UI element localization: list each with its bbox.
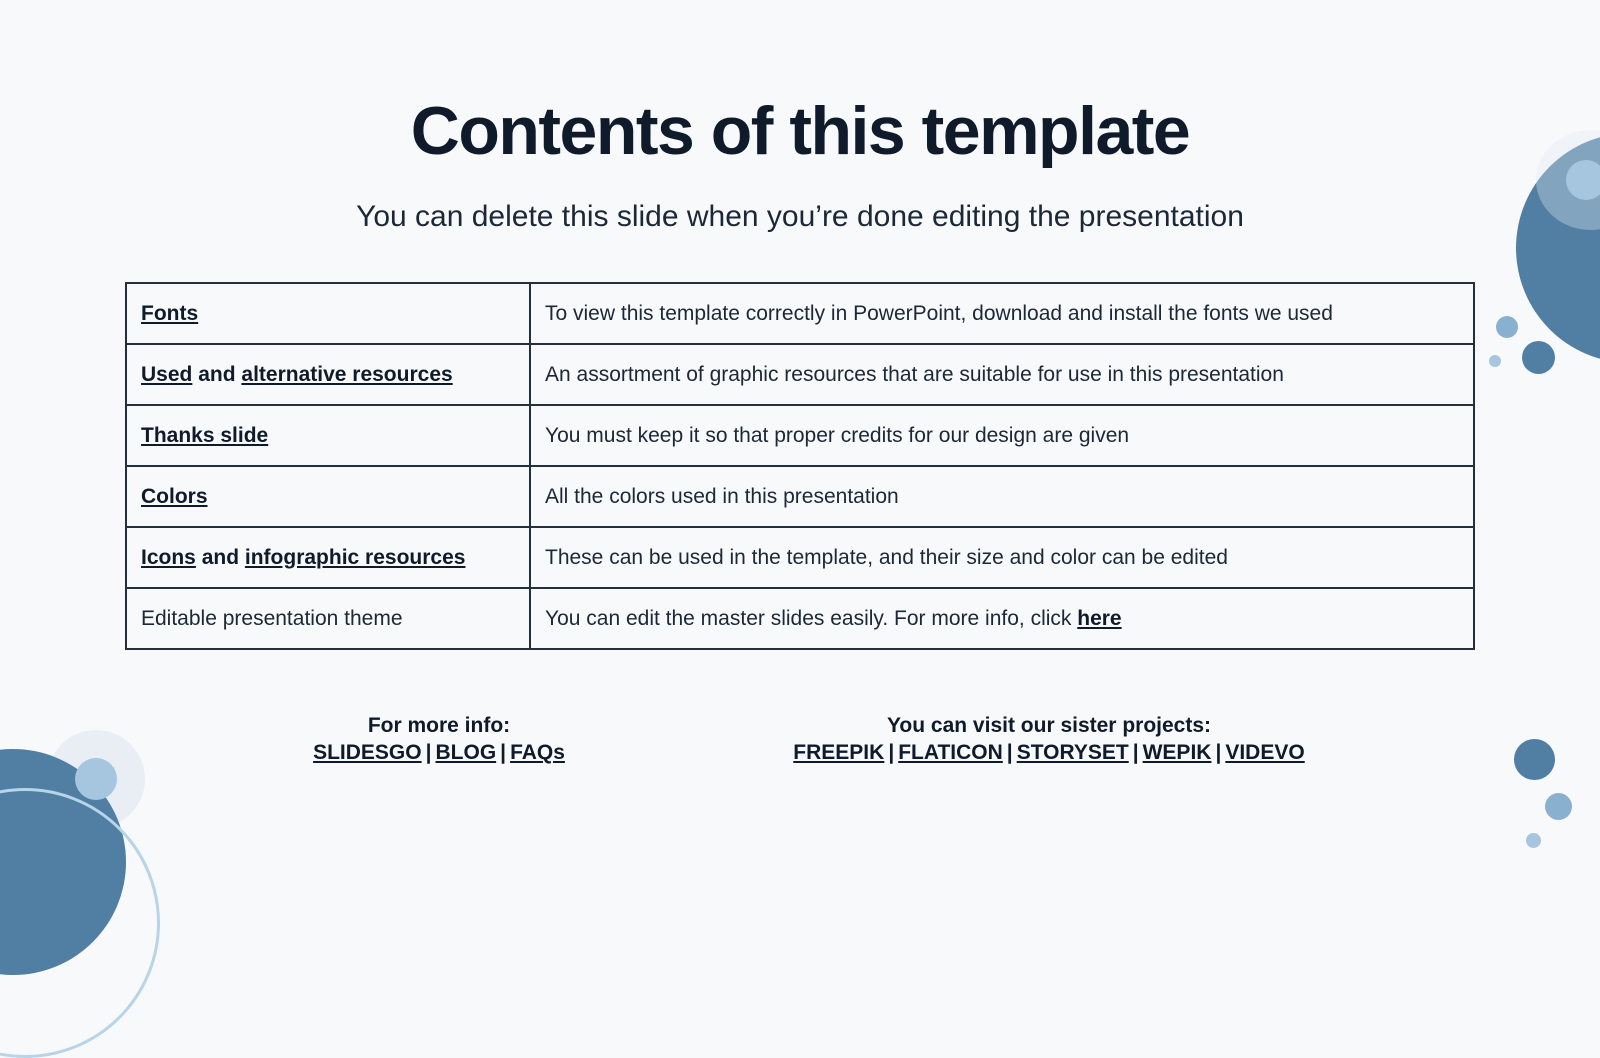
decorative-ring-left (0, 788, 160, 1058)
table-row (126, 283, 1474, 344)
flaticon-link[interactable]: FLATICON (898, 741, 1003, 764)
decorative-dot-6 (1526, 833, 1541, 848)
wepik-link[interactable]: WEPIK (1142, 741, 1212, 764)
infographic-resources-link[interactable]: infographic resources (244, 545, 466, 569)
term-joiner: and (201, 545, 240, 569)
videvo-link[interactable]: VIDEVO (1225, 741, 1305, 764)
table-row (126, 527, 1474, 588)
term-cell (126, 344, 530, 405)
separator: | (1006, 741, 1013, 764)
storyset-link[interactable]: STORYSET (1016, 741, 1129, 764)
icons-link[interactable]: Icons (141, 545, 196, 569)
sister-projects-heading: You can visit our sister projects: (886, 714, 1212, 737)
sister-projects-block (729, 712, 1369, 766)
fonts-link[interactable]: Fonts (141, 301, 199, 325)
slide-title: Contents of this template (410, 93, 1190, 169)
decorative-dot-4 (1514, 739, 1555, 780)
blog-link[interactable]: BLOG (435, 741, 497, 764)
table-row (126, 466, 1474, 527)
sister-projects-links (729, 739, 1369, 766)
colors-link[interactable]: Colors (141, 484, 208, 508)
description-cell: To view this template correctly in PowerPoint, download and install the fonts we used (530, 283, 1474, 344)
term-cell (126, 283, 530, 344)
faqs-link[interactable]: FAQs (510, 741, 565, 764)
term-cell (126, 405, 530, 466)
separator: | (1215, 741, 1222, 764)
decorative-circle-small-light-left (75, 758, 117, 800)
table-row (126, 405, 1474, 466)
term-joiner: and (198, 362, 236, 386)
slidesgo-link[interactable]: SLIDESGO (313, 741, 422, 764)
term-cell (126, 466, 530, 527)
decorative-dot-5 (1545, 793, 1572, 820)
here-link[interactable]: here (1077, 606, 1122, 630)
term-cell: Editable presentation theme (126, 588, 530, 649)
separator: | (888, 741, 895, 764)
table-row (126, 344, 1474, 405)
alternative-resources-link[interactable]: alternative resources (241, 362, 453, 386)
table-row (126, 588, 1474, 649)
freepik-link[interactable]: FREEPIK (793, 741, 885, 764)
slide-subtitle: You can delete this slide when you’re done editing the presentation (356, 200, 1244, 233)
description-text: You can edit the master slides easily. For more info, click (545, 606, 1072, 630)
term-cell (126, 527, 530, 588)
description-cell: An assortment of graphic resources that are suitable for use in this presentation (530, 344, 1474, 405)
description-cell: You must keep it so that proper credits for our design are given (530, 405, 1474, 466)
description-cell: These can be used in the template, and their size and color can be edited (530, 527, 1474, 588)
separator: | (500, 741, 507, 764)
decorative-dot-2 (1522, 341, 1555, 374)
separator: | (425, 741, 432, 764)
description-cell (530, 588, 1474, 649)
separator: | (1132, 741, 1139, 764)
more-info-heading: For more info: (367, 714, 511, 737)
decorative-dot-1 (1496, 316, 1518, 338)
decorative-dot-3 (1489, 355, 1501, 367)
contents-table (125, 282, 1475, 650)
description-cell: All the colors used in this presentation (530, 466, 1474, 527)
used-resources-link[interactable]: Used (141, 362, 193, 386)
more-info-links (239, 739, 639, 766)
more-info-block (239, 712, 639, 766)
thanks-slide-link[interactable]: Thanks slide (141, 423, 269, 447)
